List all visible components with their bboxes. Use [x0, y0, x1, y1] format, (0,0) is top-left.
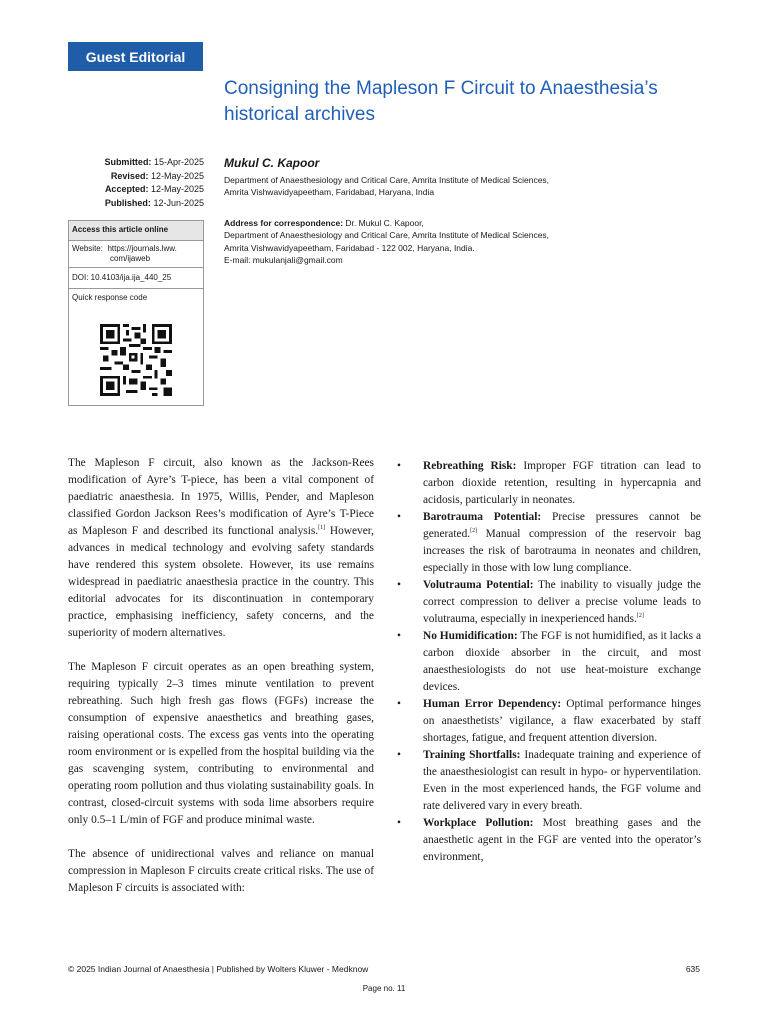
- access-doi: DOI: 10.4103/ija.ija_440_25: [69, 268, 203, 289]
- bullet-item: • Human Error Dependency: Optimal performance hinges on anaesthetists’ vigilance, a flaw exacerbated by staff shortages, fatigue, and frequent attention diversion.: [397, 698, 701, 744]
- page-number: Page no. 11: [362, 984, 406, 993]
- citation-ref[interactable]: [2]: [470, 528, 478, 534]
- access-qr-label: Quick response code: [72, 293, 148, 302]
- citation-ref[interactable]: [1]: [318, 525, 326, 531]
- author-email[interactable]: E-mail: mukulanjali@gmail.com: [224, 255, 343, 266]
- access-header: Access this article online: [69, 221, 203, 241]
- paragraph-1: The Mapleson F circuit, also known as the Jackson-Rees modification of Ayre’s T-piece, has been a vital component of paediatric anaesthesia. In 1975, Willis, Pender, and Mapleson classified Gordon Jackson Rees’s modification of Ayre’s T-Piece as Mapleson F and described its functional analysis.[1] However, advances in medical technology and evolving safety standards have rendered this system obsolete. However, its use remains widespread in paediatric anaesthesia practice in the country. This editorial advocates for its discontinuation in contemporary practice, emphasising inefficiency, safety concerns, and the superiority of modern alternatives.: [68, 457, 374, 639]
- bullet-item: • Barotrauma Potential: Precise pressures cannot be generated.[2] Manual compression of the reservoir bag increases the risk of barotrauma in neonates and children, especially in those with low lung compliance.: [397, 511, 701, 574]
- author-affiliation: Department of Anaesthesiology and Critical Care, Amrita Institute of Medical Sciences, Amrita Vishwavidyapeetham, Faridabad, Haryana, India: [224, 175, 550, 197]
- article-title: [224, 76, 724, 128]
- date-accepted: Accepted: 12-May-2025: [104, 184, 204, 194]
- article-dates: [68, 156, 204, 210]
- body-right-column: [397, 458, 701, 866]
- date-submitted: Submitted: 15-Apr-2025: [104, 157, 204, 167]
- citation-ref[interactable]: [2]: [636, 613, 644, 619]
- paragraph-2: The Mapleson F circuit operates as an open breathing system, requiring typically 2–3 times minute ventilation to prevent rebreathing. Such high fresh gas flows (FGFs) increase the consumption of expensive anaesthetics and breathing gases, raising operational costs. The excess gas vents into the operating room environment or is expelled from the hospital building via the gas scavenging system, contributing to environmental and operating room pollution and thus violating sustainability goals. In contrast, closed-circuit systems with soda lime absorbers require only 0.5–1 L/min of FGF and produce minimal waste.: [68, 661, 374, 826]
- bullet-item: • Training Shortfalls: Inadequate training and experience of the anaesthesiologist can result in hypo- or hyperventilation. Even in the most experienced hands, the FGF volume and rate delivered vary in every breath.: [397, 749, 701, 812]
- bullet-item: • Workplace Pollution: Most breathing gases and the anaesthetic agent in the FGF are vented into the operator’s environment,: [397, 817, 701, 863]
- qr-code-icon[interactable]: [100, 324, 172, 396]
- access-article-box: [68, 220, 204, 406]
- title-line-1: Consigning the Mapleson F Circuit to Anaesthesia’s: [224, 78, 658, 99]
- access-website[interactable]: Website: https://journals.lww. com/ijaweb: [69, 241, 203, 268]
- title-line-2: historical archives: [224, 104, 375, 125]
- footer-copyright: © 2025 Indian Journal of Anaesthesia | Published by Wolters Kluwer - Medknow: [68, 964, 369, 974]
- author-name: Mukul C. Kapoor: [224, 156, 320, 170]
- bullet-item: • Volutrauma Potential: The inability to visually judge the correct compression to deliver a precise volume leads to volutrauma, especially in inexperienced hands.[2]: [397, 579, 701, 625]
- correspondence-address: Address for correspondence: Dr. Mukul C. Kapoor, Department of Anaesthesiology and Critical Care, Amrita Institute of Medical Sciences, Amrita Vishwavidyapeetham, Faridabad - 122 002, Haryana, India. E-mail: mukulanjali@gmail.com: [224, 217, 654, 267]
- paragraph-3: The absence of unidirectional valves and reliance on manual compression in Mapleson F circuits create critical risks. The use of Mapleson F circuits is associated with:: [68, 848, 374, 894]
- date-revised: Revised: 12-May-2025: [110, 170, 204, 181]
- date-published: Published: 12-Jun-2025: [104, 197, 204, 208]
- page-footer: [68, 964, 700, 974]
- bullet-item: • Rebreathing Risk: Improper FGF titration can lead to carbon dioxide retention, resulting in hypercapnia and acidosis, particularly in neonates.: [397, 460, 701, 506]
- section-banner: Guest Editorial: [68, 42, 203, 71]
- body-left-column: [68, 455, 374, 914]
- journal-page-number: 635: [685, 964, 700, 974]
- bullet-item: • No Humidification: The FGF is not humidified, as it lacks a carbon dioxide absorber in the circuit, and most anaesthesiologists do not use heat-moisture exchange devices.: [397, 630, 701, 693]
